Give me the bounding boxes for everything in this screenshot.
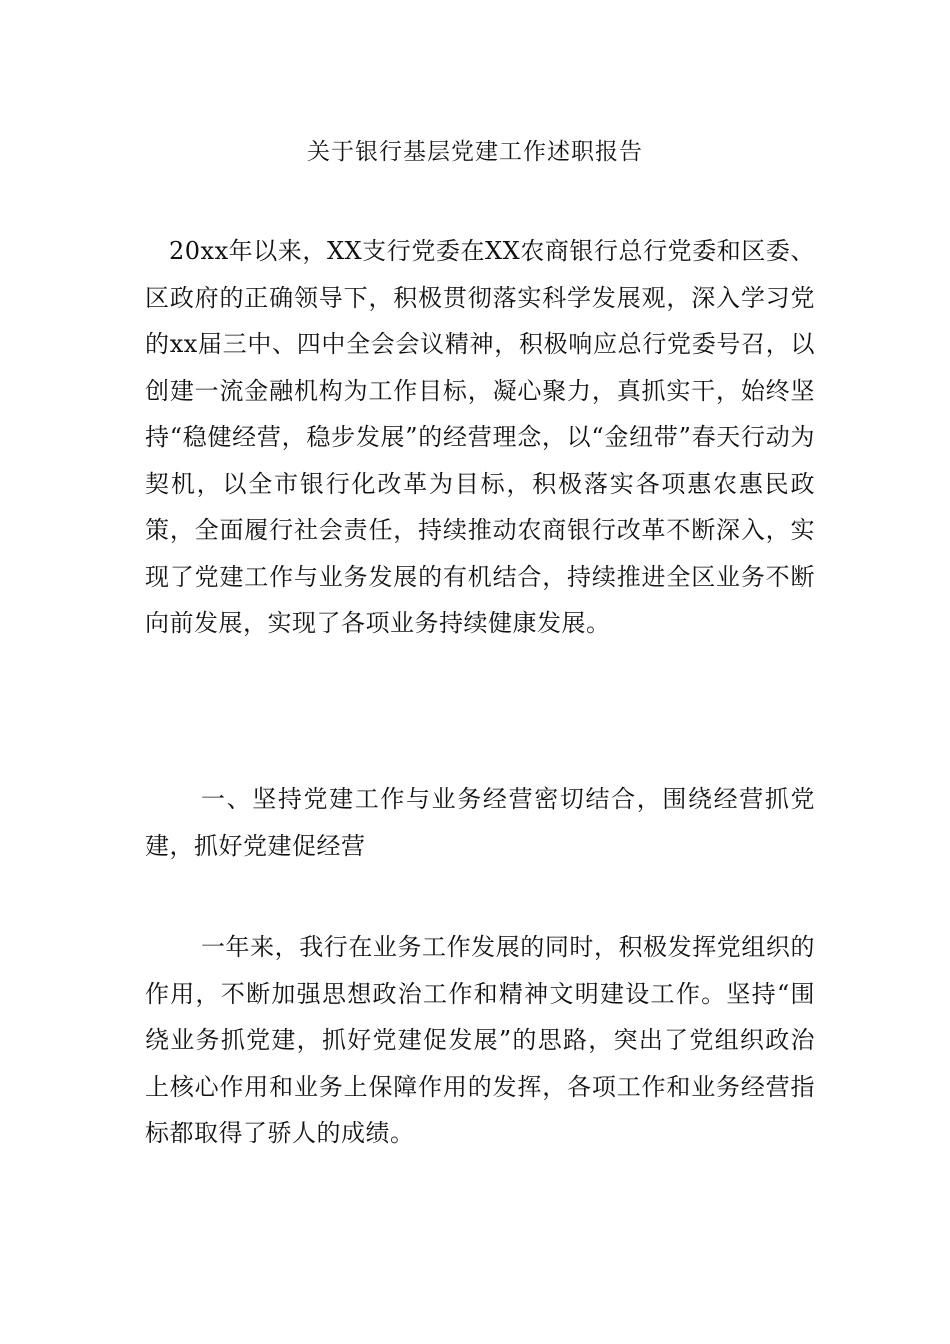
intro-paragraph: 20xx年以来，XX支行党委在XX农商银行总行党委和区委、区政府的正确领导下，积极贯彻落实科学发展观，深入学习党的xx届三中、四中全会会议精神，积极响应总行党委号召，以创建一流金融机构为工作目标，凝心聚力，真抓实干，始终坚持“稳健经营，稳步发展”的经营理念，以“金纽带”春天行动为契机，以全市银行化改革为目标，积极落实各项惠农惠民政策，全面履行社会责任，持续推动农商银行改革不断深入，实现了党建工作与业务发展的有机结合，持续推进全区业务不断向前发展，实现了各项业务持续健康发展。	[145, 237, 815, 637]
section-heading-1: 一、坚持党建工作与业务经营密切结合，围绕经营抓党 建，抓好党建促经营	[145, 785, 815, 860]
document-title: 关于银行基层党建工作述职报告	[307, 139, 643, 165]
section-1-paragraph: 一年来，我行在业务工作发展的同时，积极发挥党组织的作用，不断加强思想政治工作和精神文明建设工作。坚持“围绕业务抓党建，抓好党建促发展”的思路，突出了党组织政治上核心作用和业务上保障作用的发挥，各项工作和业务经营指标都取得了骄人的成绩。	[145, 933, 815, 1147]
